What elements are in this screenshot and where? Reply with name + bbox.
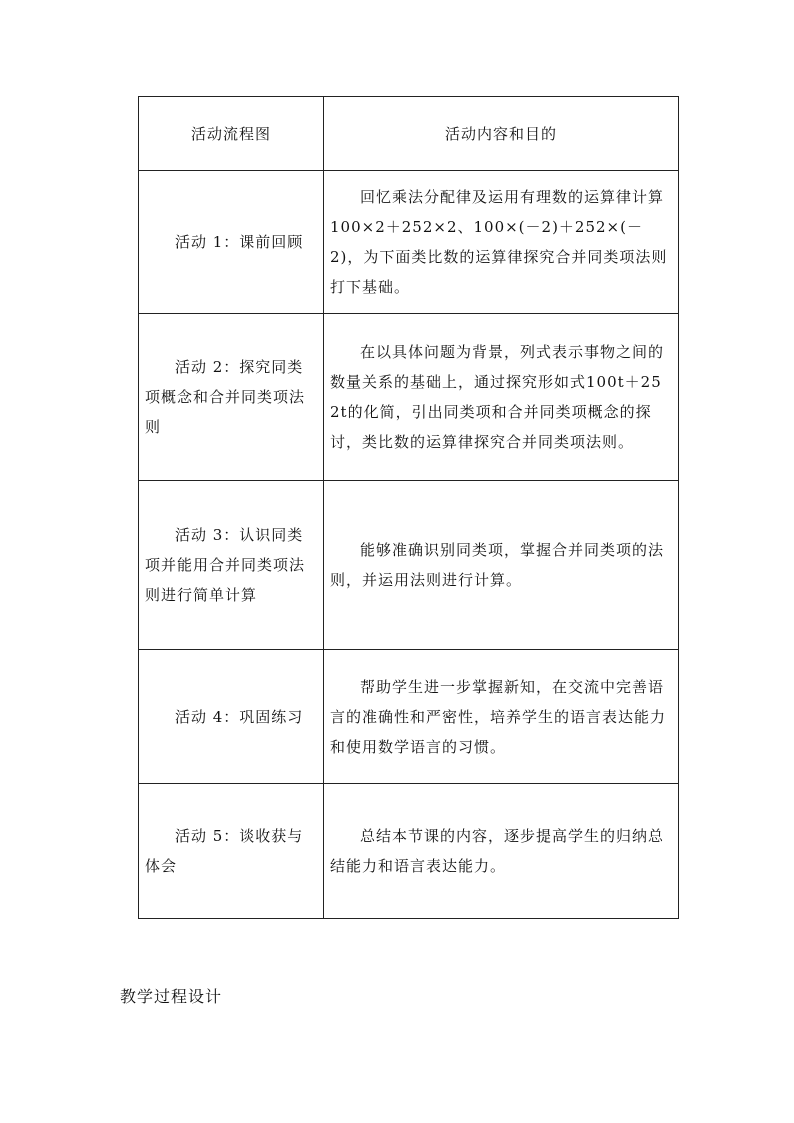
activity-content: 回忆乘法分配律及运用有理数的运算律计算100×2＋252×2、100×(－2)＋252×(－2)，为下面类比数的运算律探究合并同类项法则打下基础。 xyxy=(324,171,679,314)
table-row xyxy=(139,171,679,314)
activity-name: 活动 2：探究同类项概念和合并同类项法则 xyxy=(139,314,324,481)
table-header-row xyxy=(139,97,679,171)
activity-content: 在以具体问题为背景，列式表示事物之间的数量关系的基础上，通过探究形如式100t＋252t的化简，引出同类项和合并同类项概念的探讨，类比数的运算律探究合并同类项法则。 xyxy=(324,314,679,481)
table-row xyxy=(139,650,679,784)
table-row xyxy=(139,784,679,919)
activity-name: 活动 5：谈收获与体会 xyxy=(139,784,324,919)
header-activity-content: 活动内容和目的 xyxy=(324,97,679,171)
table-row xyxy=(139,314,679,481)
activity-name: 活动 4：巩固练习 xyxy=(139,650,324,784)
activity-name: 活动 1：课前回顾 xyxy=(139,171,324,314)
table-row xyxy=(139,481,679,650)
section-heading: 教学过程设计 xyxy=(120,987,223,1006)
activity-name: 活动 3：认识同类项并能用合并同类项法则进行简单计算 xyxy=(139,481,324,650)
activity-content: 帮助学生进一步掌握新知，在交流中完善语言的准确性和严密性，培养学生的语言表达能力和使用数学语言的习惯。 xyxy=(324,650,679,784)
activity-content: 能够准确识别同类项，掌握合并同类项的法则，并运用法则进行计算。 xyxy=(324,481,679,650)
activity-content: 总结本节课的内容，逐步提高学生的归纳总结能力和语言表达能力。 xyxy=(324,784,679,919)
header-activity-flow: 活动流程图 xyxy=(139,97,324,171)
activity-flow-table xyxy=(138,96,679,919)
